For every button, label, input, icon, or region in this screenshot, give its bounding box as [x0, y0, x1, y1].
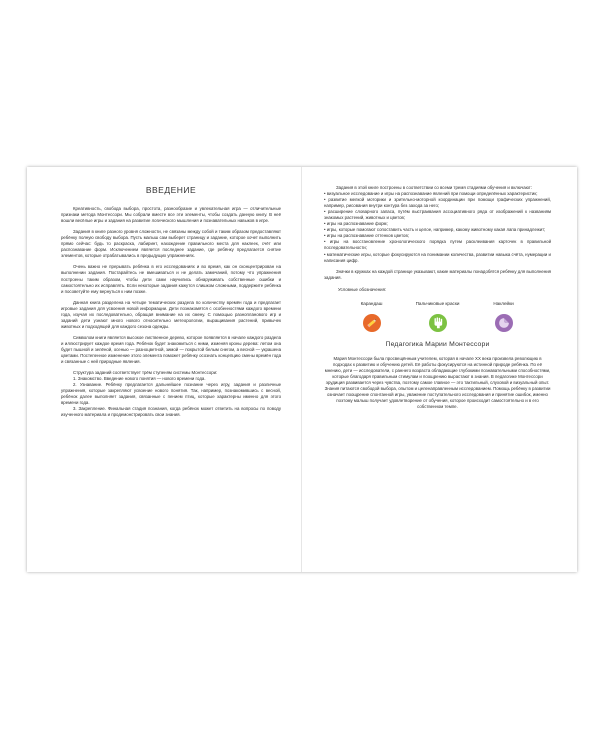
paragraph: Очень важно не прерывать ребёнка в его исследованиях и во время, как он сконцентрирован на выполнении задания. Постарайтесь не вмешиваться и не делать замечаний, потому что упражнения построены таким образом, чтобы дети сами научились обнаруживать собственные ошибки и самостоятельно их исправлять. Если некоторые задания кажутся слишком сложными, поддержите ребёнка и посоветуйте ему вернуться к ним позже.	[61, 264, 281, 294]
page-title: ВВЕДЕНИЕ	[145, 185, 197, 195]
icons-note: Значки в кружках на каждой странице указывают, какие материалы понадобятся ребёнку для выполнения задания.	[324, 268, 551, 280]
sticker-icon	[495, 314, 513, 332]
step-item: 2. Узнавание. Ребёнку предлагается дальнейшее познание через игру, задания и различные упражнения, которые закрепляют усвоение нового понятия. Так, например, познакомившись с весной, ребёнок далее выполняет задания, связанные с пением птиц, которые характерны именно для этого времени года.	[61, 382, 281, 406]
step-item: 3. Закрепление. Финальная стадия познания, когда ребёнок может ответить на вопросы по поводу изученного материала и продемонстрировать свои знания.	[61, 406, 281, 418]
legend-item-pencil	[351, 301, 393, 332]
tasks-list	[324, 185, 551, 264]
list-item: • игры на распознавание оттенков цветов;	[324, 233, 409, 239]
list-item: • развитие мелкой моторики и зрительно-моторной координации при помощи графических упражнений, например, рисования внутри контура без захода за него;	[324, 197, 551, 209]
step-item: 1. Знакомство. Введение нового понятия — нового времени года.	[73, 376, 206, 382]
list-item: • игры на восстановление хронологического порядка путем расклеивания карточек в правильной последовательности;	[324, 239, 551, 251]
pencil-icon	[363, 314, 381, 332]
list-item: • математические игры, которые фокусируются на понимании количества, развитии навыка счёта, нумерации и написания цифр.	[324, 251, 551, 263]
structure-block	[61, 370, 281, 418]
legend-icons	[324, 301, 551, 332]
paragraph: Символом книги является высокое лиственное дерево, которое появляется в начале каждого раздела и иллюстрирует каждое время года. Ребёнок будет знакомиться с ними, изменяя кроны дерева: летом она будет пышной и зелёной, осенью — разноцветной, зимой — покрытой белым снегом, а весной — украшена цветами. Постепенное изменение этого элемента поможет ребёнку осознать концепцию смены времён года и связанные с ней природные явления.	[61, 334, 281, 365]
left-page	[27, 167, 302, 572]
list-item: • визуальное исследование и игры на распознавание явлений при помощи определённых характеристик;	[324, 191, 538, 197]
legend-item-stickers	[483, 301, 525, 332]
montessori-section	[324, 356, 551, 410]
list-item: • игры на распознавание форм;	[324, 221, 388, 227]
hand-icon	[429, 314, 447, 332]
legend-label: Карандаш	[360, 300, 383, 306]
tasks-intro: Задания в этой книге построены в соответствии со всеми тремя стадиями обучения и включают:	[336, 185, 533, 190]
legend-label: Пальчиковые краски	[415, 300, 460, 306]
right-page	[302, 167, 577, 572]
paragraph: Задания в книге разного уровня сложности, не связаны между собой и таким образом предоставляют ребёнку полную свободу выбора. Пусть малыш сам выберет страницу и задание, которое хочет выполнить прямо сейчас: будь то раскраска, лабиринт, нахождение правильного места для наклеек, счёт или распознавание форм. Исключением является последнее задание, где ребёнку предлагается снятие элементов, которые отрабатывались в предыдущих упражнениях.	[61, 229, 281, 259]
paragraph: Данная книга разделена на четыре тематических раздела по количеству времён года и предлагает игровые задания для усвоения новой информации. Дети познакомятся с особенностями каждого времени года, изучая их последовательно, обращая внимание на их смену. С помощью разнопланового игр и заданий дети узнают много нового относительно метеорологии, выращивания растений, привычек животных и подходящей для каждого сезона одежды.	[61, 299, 281, 329]
intro-paragraph: Креативность, свобода выбора, простота, разнообразие и увлекательная игра — отличительные признаки метода Монтессори. Мы собрали вместе все эти элементы, чтобы создать данную книгу. В неё вошли весёлые игры и задания на развитие логического мышления и познавательных навыков в игре.	[61, 206, 281, 224]
conventions-label: Условные обозначения:	[338, 286, 387, 292]
montessori-paragraph: Мария Монтессори была просвещённым учителем, которая в начале XX века произвела революцию в подходах к развитию и обучению детей. Её работы фокусируются на истинной природе ребёнка. По её мнению, дети — исследователи, с раннего возраста обладающие глубокими познавательными способностями, которые благодаря правильным стимулам и поощрению вырастают в знания. В педагогике Монтессори эрудиция развивается через чувства, поэтому самое главное — это тактильный, слуховой и визуальный опыт. Знания питаются свободой выбора, опытом и целенаправленным исследованием. Помощь ребёнку в развитии означает поощрение спонтанной игры, уважение поступательного исследования и принятие ошибок, именно поэтому малыш получает удовлетворение от обучения, которое происходит самостоятельно и в его собственном темпе.	[324, 355, 551, 410]
legend-item-finger-paint	[417, 301, 459, 332]
list-item: • игры, которые помогают сопоставить часть и целое, например, какому животному какая лапа принадлежит;	[324, 227, 546, 233]
legend-label: Наклейки	[493, 300, 514, 306]
structure-intro: Структура заданий соответствует трём ступеням системы Монтессори:	[73, 370, 218, 376]
book-spread	[27, 167, 577, 572]
section-heading: Педагогика Марии Монтессори	[385, 340, 490, 348]
list-item: • расширение словарного запаса, путём выстраивания ассоциативного ряда от изображений к названиям знакомых растений, животных и цветов;	[324, 209, 551, 221]
